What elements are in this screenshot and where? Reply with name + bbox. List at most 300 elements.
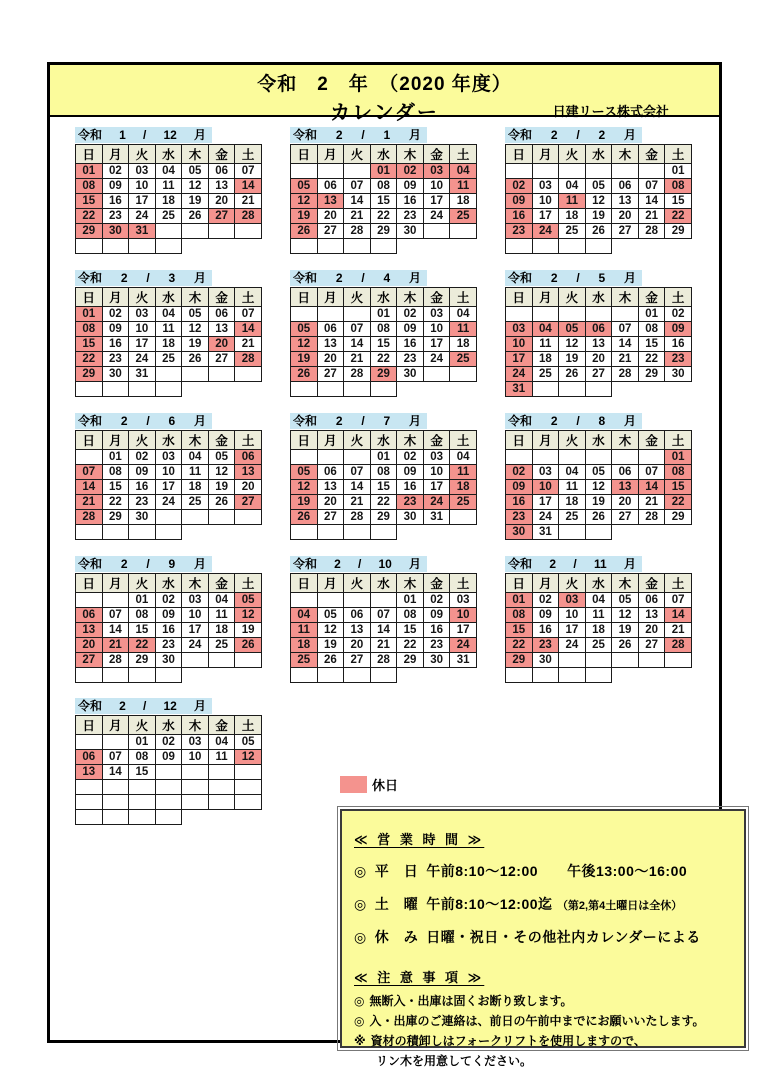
empty-cell <box>665 653 692 668</box>
date-cell: 14 <box>638 194 665 209</box>
weekday-header-cell: 月 <box>317 574 344 593</box>
empty-cell <box>532 239 559 254</box>
empty-cell <box>182 795 209 810</box>
empty-cell <box>291 164 318 179</box>
calendar-table <box>75 287 262 397</box>
calendar-title-part: 令和 <box>78 271 103 285</box>
date-cell: 11 <box>208 608 235 623</box>
weekday-header-cell: 月 <box>532 574 559 593</box>
weekday-header-cell: 土 <box>450 431 477 450</box>
date-cell: 15 <box>129 765 156 780</box>
date-cell: 08 <box>102 465 129 480</box>
date-cell: 04 <box>559 179 586 194</box>
date-cell: 14 <box>665 608 692 623</box>
date-cell: 05 <box>291 179 318 194</box>
empty-cell <box>129 382 156 397</box>
date-cell: 09 <box>102 322 129 337</box>
month-calendar-reiwa2-1 <box>290 127 477 254</box>
empty-cell <box>129 668 156 683</box>
date-cell: 08 <box>129 750 156 765</box>
date-cell: 25 <box>155 352 182 367</box>
weekday-header-cell: 木 <box>397 145 424 164</box>
date-cell: 11 <box>155 179 182 194</box>
date-cell: 09 <box>155 608 182 623</box>
date-cell: 05 <box>182 164 209 179</box>
date-cell: 10 <box>129 322 156 337</box>
ghost-cell <box>235 382 262 397</box>
weekday-header-cell: 木 <box>612 288 639 307</box>
date-cell: 30 <box>155 653 182 668</box>
date-cell: 06 <box>76 750 103 765</box>
date-cell: 20 <box>317 352 344 367</box>
empty-cell <box>208 780 235 795</box>
date-cell: 25 <box>450 209 477 224</box>
empty-cell <box>129 810 156 825</box>
calendar-title-part: 5 <box>598 271 606 285</box>
empty-cell <box>76 668 103 683</box>
date-cell: 03 <box>423 164 450 179</box>
empty-cell <box>317 593 344 608</box>
calendar-title-part: 2 <box>598 128 606 142</box>
ghost-cell <box>423 239 450 254</box>
weekday-header-cell: 土 <box>450 288 477 307</box>
month-calendar-reiwa2-6 <box>75 413 262 540</box>
date-cell: 05 <box>317 608 344 623</box>
empty-cell <box>155 382 182 397</box>
empty-cell <box>235 653 262 668</box>
saturday-note: （第2,第4土曜日は全休） <box>556 900 683 912</box>
date-cell: 24 <box>506 367 533 382</box>
date-cell: 23 <box>506 224 533 239</box>
date-cell: 16 <box>155 623 182 638</box>
date-cell: 23 <box>102 209 129 224</box>
weekday-header-cell: 水 <box>370 431 397 450</box>
date-cell: 30 <box>102 224 129 239</box>
weekday-header-cell: 火 <box>559 288 586 307</box>
date-cell: 07 <box>612 322 639 337</box>
date-cell: 03 <box>423 450 450 465</box>
weekday-header-cell: 月 <box>317 145 344 164</box>
calendar-title-part: 令和 <box>293 271 318 285</box>
weekday-header-cell: 水 <box>585 288 612 307</box>
date-cell: 19 <box>208 480 235 495</box>
date-cell: 13 <box>76 765 103 780</box>
date-cell: 04 <box>450 307 477 322</box>
date-cell: 16 <box>129 480 156 495</box>
weekday-header-cell: 土 <box>235 574 262 593</box>
empty-cell <box>102 735 129 750</box>
calendar-title <box>290 413 427 429</box>
date-cell: 08 <box>506 608 533 623</box>
empty-cell <box>612 450 639 465</box>
empty-cell <box>208 367 235 382</box>
date-cell: 18 <box>155 337 182 352</box>
date-cell: 13 <box>76 623 103 638</box>
circle-mark-icon: ◎ <box>354 896 367 912</box>
date-cell: 02 <box>423 593 450 608</box>
empty-cell <box>612 653 639 668</box>
weekday-header-cell: 日 <box>291 574 318 593</box>
date-cell: 30 <box>665 367 692 382</box>
weekday-header-cell: 土 <box>235 716 262 735</box>
ghost-cell <box>235 239 262 254</box>
date-cell: 28 <box>665 638 692 653</box>
weekday-header-cell: 土 <box>235 145 262 164</box>
date-cell: 28 <box>235 352 262 367</box>
date-cell: 25 <box>291 653 318 668</box>
date-cell: 10 <box>532 480 559 495</box>
date-cell: 02 <box>397 450 424 465</box>
calendar-title-part: 月 <box>193 414 206 428</box>
calendar-title-part: 令和 <box>78 699 103 713</box>
date-cell: 04 <box>155 164 182 179</box>
empty-cell <box>76 525 103 540</box>
date-cell: 04 <box>291 608 318 623</box>
calendar-title-part: 令和 <box>293 128 318 142</box>
date-cell: 13 <box>612 480 639 495</box>
date-cell: 05 <box>182 307 209 322</box>
calendar-table <box>505 430 692 540</box>
weekday-header-cell: 火 <box>344 288 371 307</box>
ghost-cell <box>208 668 235 683</box>
empty-cell <box>155 510 182 525</box>
date-cell: 06 <box>208 307 235 322</box>
calendar-title-part: 10 <box>378 557 392 571</box>
calendar-title <box>505 413 642 429</box>
date-cell: 20 <box>344 638 371 653</box>
empty-cell <box>532 164 559 179</box>
date-cell: 01 <box>506 593 533 608</box>
empty-cell <box>585 525 612 540</box>
empty-cell <box>102 810 129 825</box>
date-cell: 19 <box>317 638 344 653</box>
date-cell: 04 <box>208 735 235 750</box>
calendar-title-part: / <box>573 557 577 571</box>
date-cell: 28 <box>76 510 103 525</box>
calendar-title-part: / <box>361 414 365 428</box>
empty-cell <box>344 382 371 397</box>
month-calendar-reiwa1-12 <box>75 127 262 254</box>
date-cell: 06 <box>612 179 639 194</box>
ghost-cell <box>182 668 209 683</box>
date-cell: 04 <box>182 450 209 465</box>
date-cell: 19 <box>612 623 639 638</box>
date-cell: 11 <box>182 465 209 480</box>
date-cell: 28 <box>344 510 371 525</box>
calendar-title-part: / <box>146 414 150 428</box>
date-cell: 05 <box>559 322 586 337</box>
calendar-title-part: 2 <box>335 128 343 142</box>
calendar-title-part: 7 <box>383 414 391 428</box>
date-cell: 24 <box>129 209 156 224</box>
date-cell: 14 <box>344 480 371 495</box>
date-cell: 29 <box>397 653 424 668</box>
weekday-header-cell: 火 <box>559 431 586 450</box>
weekday-header-cell: 水 <box>370 288 397 307</box>
calendar-table <box>505 573 692 683</box>
calendar-table <box>290 430 477 540</box>
date-cell: 15 <box>370 337 397 352</box>
date-cell: 23 <box>506 510 533 525</box>
calendar-title <box>290 270 427 286</box>
date-cell: 23 <box>397 495 424 510</box>
empty-cell <box>76 795 103 810</box>
date-cell: 25 <box>585 638 612 653</box>
weekday-header-cell: 水 <box>155 145 182 164</box>
calendar-title-part: 12 <box>163 699 177 713</box>
weekday-header-cell: 土 <box>235 431 262 450</box>
empty-cell <box>291 382 318 397</box>
date-cell: 17 <box>532 209 559 224</box>
date-cell: 30 <box>397 367 424 382</box>
calendar-title-part: 2 <box>120 414 128 428</box>
date-cell: 30 <box>506 525 533 540</box>
date-cell: 03 <box>129 164 156 179</box>
date-cell: 08 <box>370 465 397 480</box>
date-cell: 15 <box>397 623 424 638</box>
weekday-header-cell: 火 <box>344 574 371 593</box>
date-cell: 13 <box>208 179 235 194</box>
empty-cell <box>155 239 182 254</box>
date-cell: 07 <box>665 593 692 608</box>
empty-cell <box>344 239 371 254</box>
date-cell: 21 <box>76 495 103 510</box>
circle-mark-icon: ◎ <box>354 863 367 879</box>
date-cell: 01 <box>665 164 692 179</box>
empty-cell <box>129 525 156 540</box>
weekday-header-cell: 水 <box>370 574 397 593</box>
weekday-header-cell: 月 <box>532 145 559 164</box>
date-cell: 01 <box>665 450 692 465</box>
business-hours-heading: ≪ 営 業 時 間 ≫ <box>354 832 485 847</box>
date-cell: 01 <box>129 593 156 608</box>
empty-cell <box>559 525 586 540</box>
page-title-line2: カレンダー <box>330 102 439 124</box>
weekday-header-cell: 日 <box>76 145 103 164</box>
date-cell: 06 <box>585 322 612 337</box>
date-cell: 25 <box>450 495 477 510</box>
empty-cell <box>344 593 371 608</box>
ghost-cell <box>450 668 477 683</box>
date-cell: 13 <box>317 480 344 495</box>
date-cell: 03 <box>182 593 209 608</box>
date-cell: 26 <box>559 367 586 382</box>
date-cell: 29 <box>102 510 129 525</box>
date-cell: 16 <box>665 337 692 352</box>
empty-cell <box>235 765 262 780</box>
empty-cell <box>235 224 262 239</box>
date-cell: 29 <box>506 653 533 668</box>
date-cell: 20 <box>208 194 235 209</box>
date-cell: 26 <box>317 653 344 668</box>
calendar-title-part: 2 <box>550 414 558 428</box>
calendar-title-part: 6 <box>168 414 176 428</box>
weekday-header-cell: 火 <box>559 574 586 593</box>
date-cell: 17 <box>559 623 586 638</box>
date-cell: 07 <box>370 608 397 623</box>
date-cell: 09 <box>397 322 424 337</box>
weekday-header-cell: 木 <box>182 574 209 593</box>
ghost-cell <box>235 525 262 540</box>
notice-line-1: ◎ 無断入・出庫は固くお断り致します。 <box>354 994 573 1008</box>
ghost-cell <box>208 382 235 397</box>
weekday-header-cell: 月 <box>102 288 129 307</box>
date-cell: 06 <box>76 608 103 623</box>
date-cell: 03 <box>450 593 477 608</box>
date-cell: 01 <box>102 450 129 465</box>
empty-cell <box>370 668 397 683</box>
date-cell: 18 <box>559 495 586 510</box>
empty-cell <box>506 239 533 254</box>
calendar-title-part: / <box>357 557 362 571</box>
date-cell: 21 <box>638 495 665 510</box>
empty-cell <box>182 765 209 780</box>
date-cell: 11 <box>559 194 586 209</box>
date-cell: 29 <box>665 510 692 525</box>
date-cell: 06 <box>317 465 344 480</box>
date-cell: 01 <box>638 307 665 322</box>
date-cell: 17 <box>450 623 477 638</box>
date-cell: 09 <box>397 179 424 194</box>
date-cell: 25 <box>559 510 586 525</box>
calendar-title-part: 月 <box>193 271 206 285</box>
empty-cell <box>612 307 639 322</box>
date-cell: 22 <box>370 495 397 510</box>
empty-cell <box>235 510 262 525</box>
calendar-title-part: 令和 <box>508 271 533 285</box>
date-cell: 29 <box>76 224 103 239</box>
holiday-swatch <box>340 776 367 793</box>
date-cell: 22 <box>506 638 533 653</box>
calendar-title <box>75 698 212 714</box>
weekday-header-cell: 火 <box>129 288 156 307</box>
empty-cell <box>182 224 209 239</box>
date-cell: 16 <box>532 623 559 638</box>
date-cell: 12 <box>182 322 209 337</box>
date-cell: 10 <box>129 179 156 194</box>
calendar-table <box>290 287 477 397</box>
date-cell: 22 <box>638 352 665 367</box>
date-cell: 28 <box>638 510 665 525</box>
date-cell: 07 <box>102 608 129 623</box>
date-cell: 09 <box>665 322 692 337</box>
date-cell: 27 <box>76 653 103 668</box>
date-cell: 15 <box>638 337 665 352</box>
weekday-header-cell: 木 <box>397 288 424 307</box>
empty-cell <box>532 307 559 322</box>
calendar-title-part: / <box>146 557 150 571</box>
date-cell: 27 <box>235 495 262 510</box>
ghost-cell <box>450 525 477 540</box>
weekday-header-cell: 火 <box>344 431 371 450</box>
date-cell: 02 <box>102 307 129 322</box>
date-cell: 16 <box>397 194 424 209</box>
calendar-title-part: 月 <box>623 271 636 285</box>
empty-cell <box>182 780 209 795</box>
empty-cell <box>129 795 156 810</box>
date-cell: 10 <box>532 194 559 209</box>
weekday-header-cell: 土 <box>235 288 262 307</box>
date-cell: 18 <box>450 194 477 209</box>
date-cell: 14 <box>344 337 371 352</box>
empty-cell <box>450 367 477 382</box>
date-cell: 19 <box>585 495 612 510</box>
date-cell: 12 <box>291 337 318 352</box>
empty-cell <box>291 239 318 254</box>
date-cell: 21 <box>344 495 371 510</box>
ghost-cell <box>208 239 235 254</box>
date-cell: 10 <box>423 179 450 194</box>
date-cell: 03 <box>532 179 559 194</box>
ghost-cell <box>612 668 639 683</box>
date-cell: 07 <box>638 179 665 194</box>
empty-cell <box>208 510 235 525</box>
weekday-header-cell: 金 <box>638 145 665 164</box>
date-cell: 05 <box>291 465 318 480</box>
calendar-title-part: 月 <box>623 557 636 571</box>
date-cell: 17 <box>129 194 156 209</box>
date-cell: 09 <box>532 608 559 623</box>
date-cell: 13 <box>585 337 612 352</box>
weekday-header-cell: 日 <box>506 145 533 164</box>
date-cell: 04 <box>450 164 477 179</box>
empty-cell <box>638 164 665 179</box>
date-cell: 22 <box>665 209 692 224</box>
month-calendar-reiwa2-2 <box>505 127 692 254</box>
date-cell: 21 <box>665 623 692 638</box>
weekday-header-cell: 土 <box>450 574 477 593</box>
date-cell: 10 <box>182 750 209 765</box>
ghost-cell <box>665 382 692 397</box>
ghost-cell <box>397 525 424 540</box>
date-cell: 01 <box>370 450 397 465</box>
weekday-header-cell: 火 <box>344 145 371 164</box>
date-cell: 06 <box>208 164 235 179</box>
date-cell: 05 <box>235 593 262 608</box>
date-cell: 24 <box>129 352 156 367</box>
weekday-header-cell: 水 <box>155 431 182 450</box>
empty-cell <box>208 795 235 810</box>
empty-cell <box>182 653 209 668</box>
calendar-title <box>75 270 212 286</box>
date-cell: 05 <box>235 735 262 750</box>
empty-cell <box>76 780 103 795</box>
date-cell: 27 <box>612 510 639 525</box>
weekday-header-cell: 日 <box>291 431 318 450</box>
date-cell: 28 <box>235 209 262 224</box>
weekday-header-cell: 金 <box>423 145 450 164</box>
calendar-title-part: 2 <box>335 414 343 428</box>
empty-cell <box>370 593 397 608</box>
date-cell: 28 <box>638 224 665 239</box>
date-cell: 16 <box>423 623 450 638</box>
ghost-cell <box>182 239 209 254</box>
date-cell: 05 <box>291 322 318 337</box>
date-cell: 15 <box>102 480 129 495</box>
ghost-cell <box>397 239 424 254</box>
date-cell: 31 <box>129 367 156 382</box>
calendar-title-part: 2 <box>120 557 128 571</box>
weekday-header-cell: 金 <box>638 574 665 593</box>
date-cell: 17 <box>423 337 450 352</box>
empty-cell <box>450 510 477 525</box>
empty-cell <box>450 224 477 239</box>
empty-cell <box>182 510 209 525</box>
weekday-header-cell: 月 <box>532 431 559 450</box>
empty-cell <box>585 164 612 179</box>
date-cell: 09 <box>506 194 533 209</box>
weekday-header-cell: 金 <box>423 288 450 307</box>
